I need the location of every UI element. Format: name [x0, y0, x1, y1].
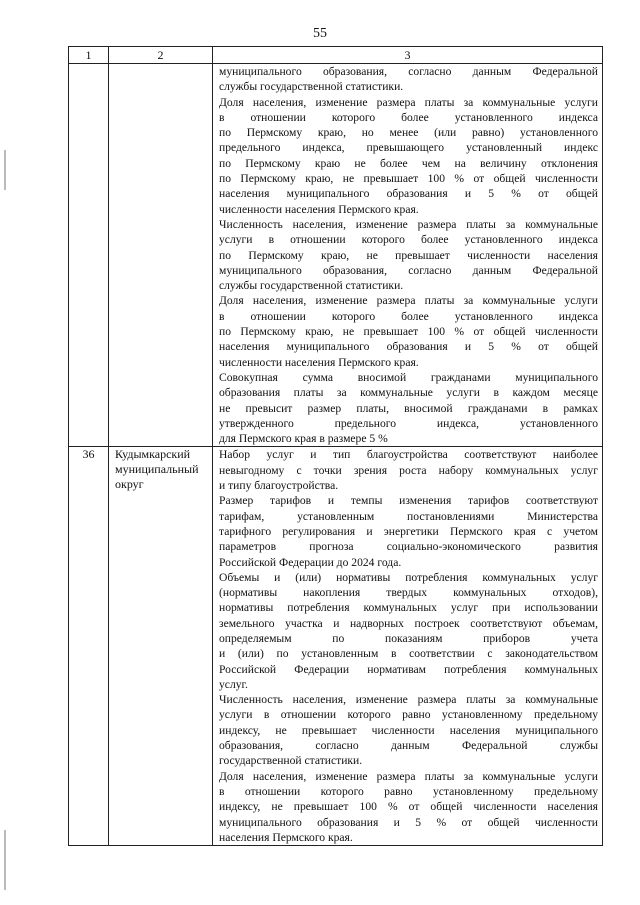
table-row-continued [69, 64, 603, 447]
text-line: муниципального образования, согласно данным Федеральной [219, 65, 598, 78]
municipality-name [109, 64, 213, 447]
text-line: Численность населения, изменение размера платы за коммунальные [219, 217, 598, 231]
text-line: и (или) по установленным в соответствии с законодательством [219, 647, 598, 661]
text-line: численности населения Пермского края. [219, 202, 419, 216]
text-line: нормативы потребления коммунальных услуг при использовании [219, 601, 598, 615]
text-line: Объемы и (или) нормативы потребления коммунальных услуг [219, 570, 598, 584]
text-line: муниципального образования и 5 % от общей численности [219, 815, 598, 829]
text-line: по Пермскому краю, не превышает 100 % от общей численности [219, 172, 598, 186]
text-line: параметров прогноза социально-экономического развития [219, 540, 598, 554]
text-line: Доля населения, изменение размера платы за коммунальные услуги [219, 294, 598, 308]
text-line: услуг. [219, 677, 248, 691]
text-line: Совокупная сумма вносимой гражданами муниципального [219, 370, 598, 384]
text-line: в отношении которого более установленного индекса [219, 110, 598, 124]
municipality-name-text [115, 447, 209, 492]
page-number: 55 [313, 26, 327, 41]
municipality-name-line: Кудымкарский [115, 447, 191, 462]
text-line: не превысит размер платы, вносимой гражданами в рамках [219, 401, 598, 415]
text-line: Размер тарифов и темпы изменения тарифов соответствуют [219, 494, 598, 508]
text-line: индексу, не превышает численности населения муниципального [219, 723, 598, 737]
row-number [69, 64, 109, 447]
text-line: в отношении которого равно установленному предельному [219, 784, 598, 798]
column-header-2: 2 [109, 47, 213, 64]
document-table [68, 46, 603, 846]
municipality-name [109, 447, 213, 846]
conditions-text [219, 64, 598, 446]
column-header-3: 3 [213, 47, 603, 64]
text-line: тарифного регулирования и энергетики Пермского края с учетом [219, 524, 598, 538]
text-line: населения муниципального образования и 5 % от общей [219, 187, 598, 201]
text-line: тарифам, установленным постановлениями Министерства [219, 509, 598, 523]
text-line: населения Пермского края. [219, 830, 353, 844]
table-row-36 [69, 447, 603, 846]
text-line: индексу, не превышает 100 % от общей численности населения [219, 800, 598, 814]
text-line: населения муниципального образования и 5 % от общей [219, 340, 598, 354]
table-header-row [69, 47, 603, 64]
scan-edge-mark [4, 150, 6, 190]
text-line: предельного индекса, превышающего установленный индекс [219, 141, 598, 155]
text-line: Доля населения, изменение размера платы за коммунальные услуги [219, 95, 598, 109]
text-line: по Пермскому краю, не превышает численности населения [219, 248, 598, 262]
text-line: определяемым по показаниям приборов учета [219, 631, 598, 645]
text-line: утвержденного предельного индекса, установленного [219, 416, 598, 430]
text-line: земельного участка и надворных построек соответствуют объемам, [219, 616, 598, 630]
text-line: Доля населения, изменение размера платы за коммунальные услуги [219, 769, 598, 783]
conditions-cell [213, 447, 603, 846]
text-line: Численность населения, изменение размера платы за коммунальные [219, 693, 598, 707]
text-line: по Пермскому краю, но менее (или равно) установленного [219, 126, 598, 140]
conditions-text [219, 447, 598, 845]
scan-edge-mark [4, 830, 6, 890]
text-line: муниципального образования, согласно данным Федеральной [219, 263, 598, 277]
text-line: Российской Федерации до 2024 года. [219, 555, 402, 569]
text-line: службы государственной статистики. [219, 80, 404, 94]
text-line: услуги в отношении которого более установленного индекса [219, 233, 598, 247]
text-line: образования платы за коммунальные услуги в каждом месяце [219, 386, 598, 400]
text-line: в отношении которого более установленного индекса [219, 309, 598, 323]
conditions-cell [213, 64, 603, 447]
text-line: (нормативы накопления твердых коммунальных отходов), [219, 586, 598, 600]
row-number: 36 [69, 447, 109, 846]
text-line: государственной статистики. [219, 754, 363, 768]
text-line: невыгодному с точки зрения роста набору коммунальных услуг [219, 463, 598, 477]
text-line: для Пермского края в размере 5 % [219, 432, 388, 446]
text-line: услуги в отношении которого равно установленному предельному [219, 708, 598, 722]
text-line: численности населения Пермского края. [219, 355, 419, 369]
column-header-1: 1 [69, 47, 109, 64]
text-line: Набор услуг и тип благоустройства соответствуют наиболее [219, 448, 598, 462]
text-line: службы государственной статистики. [219, 279, 404, 293]
text-line: и типу благоустройства. [219, 479, 339, 493]
municipality-name-line: округ [115, 477, 144, 492]
text-line: по Пермскому краю не более чем на величину отклонения [219, 156, 598, 170]
municipality-name-line: муниципальный [115, 462, 199, 477]
text-line: Российской Федерации нормативам потребления коммунальных [219, 662, 598, 676]
text-line: образования, согласно данным Федеральной службы [219, 739, 598, 753]
text-line: по Пермскому краю, не превышает 100 % от общей численности [219, 325, 598, 339]
